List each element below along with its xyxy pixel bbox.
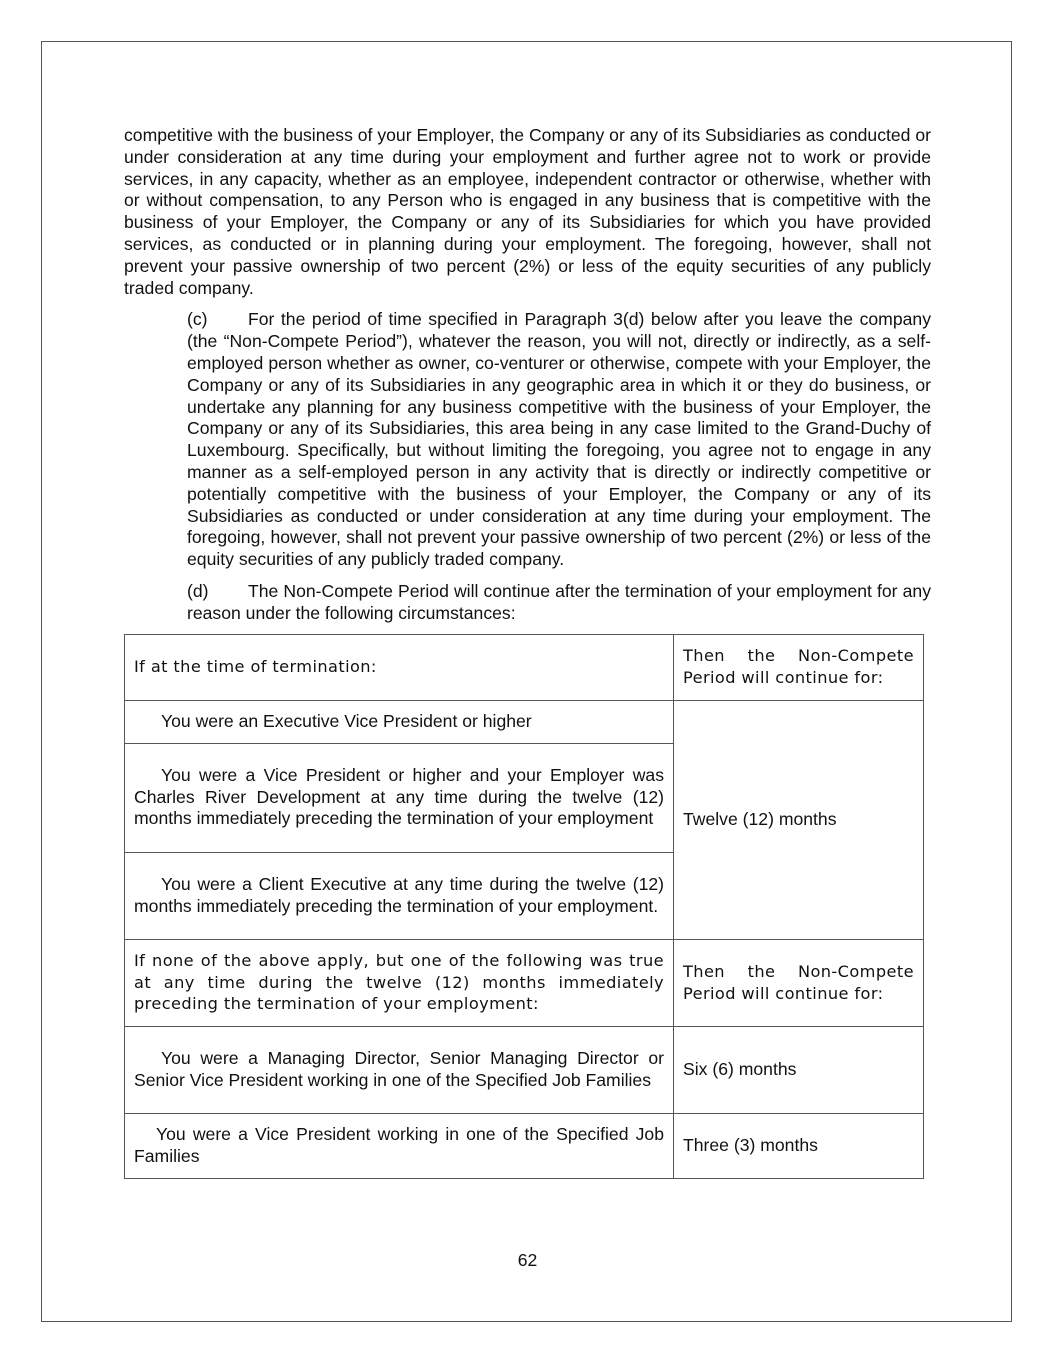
condition-cell: You were a Vice President working in one of the Specified Job Families	[125, 1113, 674, 1178]
paragraph-continuation: competitive with the business of your Employer, the Company or any of its Subsidiaries as conducted or under consideration at any time during your employment and further agree not to work or provide services, in any capacity, whether as an employee, independent contractor or otherwise, whether with or without compensation, to any Person who is engaged in any business that is competitive with the business of your Employer, the Company or any of its Subsidiaries for which you have provided services, as conducted or in planning during your employment. The foregoing, however, shall not prevent your passive ownership of two percent (2%) or less of the equity securities of any publicly traded company.	[124, 125, 931, 298]
period-cell: Twelve (12) months	[674, 700, 924, 939]
table-row	[125, 1026, 924, 1113]
table-header-row	[125, 939, 924, 1026]
paragraph-d-text: The Non-Compete Period will continue after the termination of your employment for any reason under the following circumstances:	[187, 580, 931, 623]
table-row	[125, 1113, 924, 1178]
condition-cell: You were an Executive Vice President or higher	[125, 700, 674, 743]
paragraph-c-label: (c)	[187, 309, 208, 330]
condition-cell: You were a Managing Director, Senior Managing Director or Senior Vice President working in one of the Specified Job Families	[125, 1026, 674, 1113]
period-cell: Six (6) months	[674, 1026, 924, 1113]
paragraph-d-label: (d)	[187, 580, 209, 601]
non-compete-table	[124, 634, 924, 1179]
table-row	[125, 700, 924, 743]
header-cell-right: Then the Non-Compete Period will continue for:	[674, 634, 924, 700]
paragraph-c	[124, 309, 931, 571]
document-body	[124, 125, 931, 1179]
header-cell-left: If at the time of termination:	[125, 634, 674, 700]
header-cell-left: If none of the above apply, but one of the following was true at any time during the twelve (12) months immediately preceding the termination of your employment:	[125, 939, 674, 1026]
table-header-row	[125, 634, 924, 700]
condition-cell: You were a Vice President or higher and your Employer was Charles River Development at any time during the twelve (12) months immediately preceding the termination of your employment	[125, 743, 674, 852]
paragraph-c-text: For the period of time specified in Paragraph 3(d) below after you leave the company (the “Non-Compete Period”), whatever the reason, you will not, directly or indirectly, as a self-employed person whether as owner, co-venturer or otherwise, compete with your Employer, the Company or any of its Subsidiaries in any geographic area in which it or they do business, or undertake any planning for any business competitive with the business of your Employer, the Company or any of its Subsidiaries, this area being in any case limited to the Grand-Duchy of Luxembourg. Specifically, but without limiting the foregoing, you agree not to engage in any manner as a self-employed person in any activity that is directly or indirectly competitive or potentially competitive with the business of your Employer, the Company or any of its Subsidiaries as conducted or under consideration at any time during your employment. The foregoing, however, shall not prevent your passive ownership of two percent (2%) or less of the equity securities of any publicly traded company.	[187, 309, 931, 570]
page-number: 62	[517, 1250, 538, 1270]
condition-cell: You were a Client Executive at any time during the twelve (12) months immediately preceding the termination of your employment.	[125, 852, 674, 939]
header-cell-right: Then the Non-Compete Period will continue for:	[674, 939, 924, 1026]
paragraph-d	[124, 581, 931, 625]
period-cell: Three (3) months	[674, 1113, 924, 1178]
